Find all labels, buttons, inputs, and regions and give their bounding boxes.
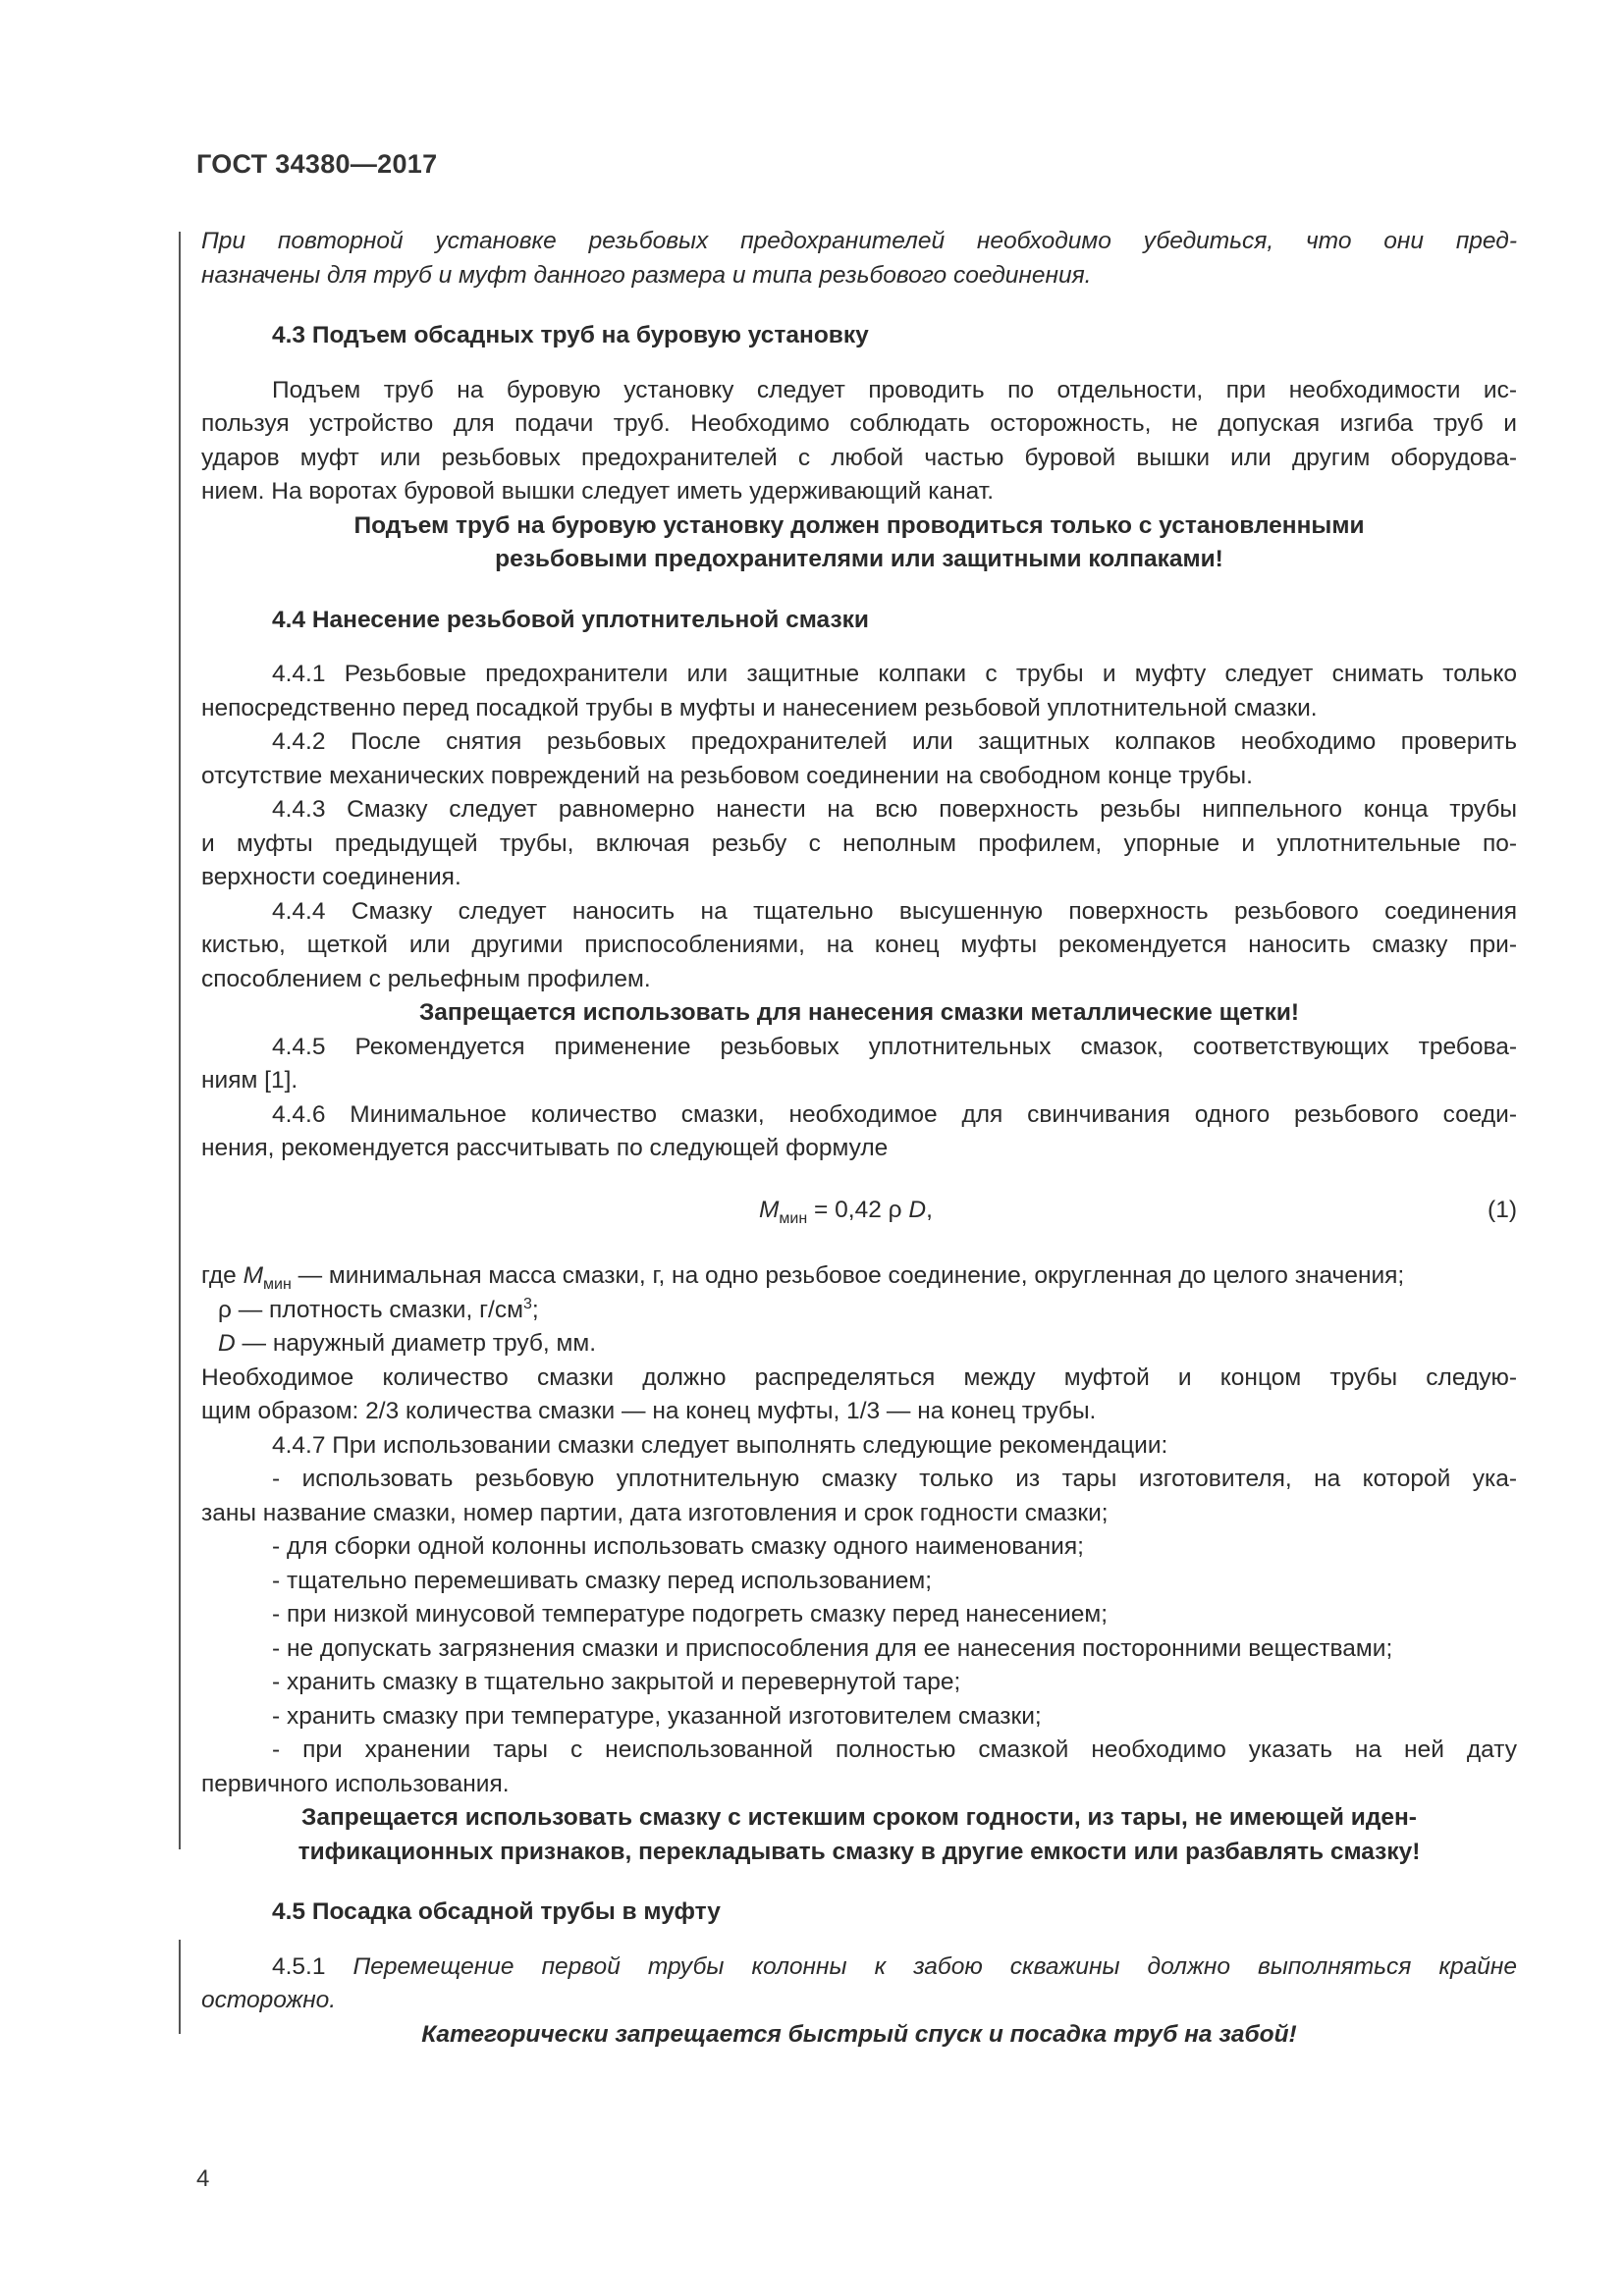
- page-number: 4: [196, 2165, 210, 2192]
- where-rho-text: ρ — плотность смазки, г/см: [218, 1296, 523, 1323]
- paragraph: [201, 374, 1517, 509]
- text-line: 4.4.1 Резьбовые предохранители или защитные колпаки с трубы и муфту следует снимать только: [272, 661, 1517, 687]
- text-before-formula: [201, 225, 1517, 1166]
- text-line: - при низкой минусовой температуре подогреть смазку перед нанесением;: [272, 1601, 1109, 1628]
- formula: [759, 1194, 933, 1228]
- text-line: Запрещается использовать смазку с истекшим сроком годности, из тары, не имеющей иден-: [301, 1804, 1417, 1831]
- paragraph: [201, 1429, 1517, 1464]
- where-m-text: — минимальная масса смазки, г, на одно резьбовое соединение, округленная до целого значения;: [291, 1262, 1405, 1289]
- paragraph: [201, 1530, 1517, 1565]
- text-line: непосредственно перед посадкой трубы в муфты и нанесением резьбовой уплотнительной смазки.: [201, 694, 1318, 721]
- text-line: Подъем труб на буровую установку должен проводиться только с установленными: [353, 511, 1365, 539]
- section-heading: [201, 319, 1517, 353]
- paragraph: [201, 793, 1517, 895]
- text-line: - хранить смазку в тщательно закрытой и перевернутой таре;: [272, 1669, 961, 1695]
- text-line: 4.4.3 Смазку следует равномерно нанести на всю поверхность резьбы ниппельного конца трубы: [272, 796, 1517, 823]
- warning-text: [201, 509, 1517, 577]
- text-line: Категорически запрещается быстрый спуск и посадка труб на забой!: [421, 2020, 1297, 2048]
- formula-variable-d: D: [908, 1196, 927, 1223]
- text-line: кистью, щеткой или другими приспособлениями, на конец муфты рекомендуется наносить смазку при-: [201, 932, 1517, 958]
- text-line: Запрещается использовать для нанесения смазки металлические щетки!: [418, 999, 1300, 1026]
- text-line: назначены для труб и муфт данного размера и типа резьбового соединения.: [201, 261, 1092, 289]
- text-line: осторожно.: [201, 1987, 337, 2013]
- text-line: и муфты предыдущей трубы, включая резьбу с неполным профилем, упорные и уплотнительные по-: [201, 829, 1517, 857]
- text-line: - при хранении тары с неиспользованной полностью смазкой необходимо указать на ней дату: [272, 1736, 1517, 1763]
- text-line: - для сборки одной колонны использовать смазку одного наименования;: [272, 1533, 1084, 1560]
- where-sub: мин: [263, 1276, 292, 1293]
- paragraph: [201, 1632, 1517, 1667]
- text-line: резьбовыми предохранителями или защитными колпаками!: [495, 546, 1223, 572]
- clause-number: 4.5.1: [272, 1952, 353, 1980]
- warning-text: [201, 2018, 1517, 2053]
- text-line: способлением с рельефным профилем.: [201, 965, 651, 992]
- text-line: 4.4.5 Рекомендуется применение резьбовых уплотнительных смазок, соответствующих требова-: [272, 1033, 1517, 1060]
- paragraph: [201, 1362, 1517, 1429]
- text-line: первичного использования.: [201, 1770, 510, 1797]
- text-span: Перемещение первой трубы колонны к забою скважины должно выполняться крайне: [352, 1952, 1517, 1980]
- where-line-d: [201, 1327, 1517, 1362]
- paragraph: [201, 1463, 1517, 1530]
- paragraph: [201, 1598, 1517, 1632]
- text-line: 4.4.6 Минимальное количество смазки, необходимое для свинчивания одного резьбового соеди-: [272, 1100, 1517, 1128]
- where-rho-end: ;: [531, 1296, 539, 1323]
- text-line: нения, рекомендуется рассчитывать по следующей формуле: [201, 1135, 889, 1161]
- text-line: верхности соединения.: [201, 864, 461, 890]
- text-line: ниям [1].: [201, 1067, 298, 1094]
- text-line: - тщательно перемешивать смазку перед использованием;: [272, 1567, 933, 1594]
- text-line: [201, 1950, 1517, 1985]
- text-line: Подъем труб на буровую установку следует проводить по отдельности, при необходимости ис-: [272, 376, 1517, 403]
- paragraph: [201, 1098, 1517, 1166]
- where-prefix: где: [201, 1262, 244, 1289]
- formula-variable-m: M: [759, 1196, 780, 1223]
- paragraph: [201, 895, 1517, 997]
- text-line: нием. На воротах буровой вышки следует иметь удерживающий канат.: [201, 478, 995, 505]
- text-line: - хранить смазку при температуре, указанной изготовителем смазки;: [272, 1702, 1042, 1730]
- text-line: Необходимое количество смазки должно распределяться между муфтой и концом трубы следую-: [201, 1363, 1517, 1391]
- warning-text: [201, 996, 1517, 1031]
- paragraph: [201, 1565, 1517, 1599]
- where-rho-sup: 3: [522, 1295, 532, 1312]
- where-line-rho: [201, 1294, 1517, 1328]
- paragraph: [201, 1031, 1517, 1098]
- change-bar: [179, 1940, 181, 2034]
- paragraph: [201, 658, 1517, 725]
- text-line: - использовать резьбовую уплотнительную смазку только из тары изготовителя, на которой ука-: [272, 1466, 1517, 1492]
- text-line: ударов муфт или резьбовых предохранителей с любой частью буровой вышки или другим оборудова-: [201, 444, 1517, 471]
- formula-number: (1): [1488, 1196, 1517, 1223]
- paragraph: [201, 1666, 1517, 1700]
- text-line: 4.5 Посадка обсадной трубы в муфту: [272, 1898, 721, 1925]
- change-bar: [179, 232, 181, 1849]
- text-line: 4.4 Нанесение резьбовой уплотнительной смазки: [272, 606, 869, 633]
- text-line: щим образом: 2/3 количества смазки — на конец муфты, 1/3 — на конец трубы.: [201, 1398, 1097, 1424]
- where-d-text: — наружный диаметр труб, мм.: [235, 1330, 597, 1357]
- text-line: 4.4.2 После снятия резьбовых предохранителей или защитных колпаков необходимо проверить: [272, 728, 1517, 755]
- formula-row: [201, 1194, 1517, 1228]
- formula-expression: = 0,42 ρ: [814, 1196, 909, 1223]
- text-line: 4.3 Подъем обсадных труб на буровую установку: [272, 322, 869, 348]
- text-line: заны название смазки, номер партии, дата изготовления и срок годности смазки;: [201, 1499, 1109, 1526]
- paragraph: [201, 725, 1517, 793]
- section-heading: [201, 1896, 1517, 1930]
- paragraph: [201, 1734, 1517, 1801]
- formula-comma: ,: [926, 1196, 933, 1223]
- text-line: отсутствие механических повреждений на резьбовом соединении на свободном конце трубы.: [201, 762, 1253, 789]
- text-line: - не допускать загрязнения смазки и приспособления для ее нанесения посторонними веществами;: [272, 1634, 1393, 1662]
- paragraph: [201, 1700, 1517, 1735]
- text-line: тификационных признаков, перекладывать смазку в другие емкости или разбавлять смазку!: [298, 1838, 1421, 1865]
- text-line: пользуя устройство для подачи труб. Необходимо соблюдать осторожность, не допуская изгиба труб и: [201, 410, 1517, 437]
- paragraph: [201, 1950, 1517, 2018]
- section-heading: [201, 604, 1517, 638]
- warning-text: [201, 1801, 1517, 1869]
- formula-subscript: мин: [779, 1209, 808, 1227]
- paragraph: [201, 225, 1517, 293]
- where-var-d: D: [218, 1330, 236, 1357]
- document-body: [201, 225, 1517, 2052]
- text-after-formula: [201, 1362, 1517, 2053]
- text-line: 4.4.4 Смазку следует наносить на тщательно высушенную поверхность резьбового соединения: [272, 897, 1517, 925]
- text-line: При повторной установке резьбовых предохранителей необходимо убедиться, что они пред-: [201, 228, 1517, 254]
- where-line-m: [201, 1259, 1517, 1294]
- document-header: ГОСТ 34380—2017: [196, 149, 438, 179]
- where-var-m: M: [243, 1262, 263, 1289]
- text-line: 4.4.7 При использовании смазки следует выполнять следующие рекомендации:: [272, 1431, 1168, 1459]
